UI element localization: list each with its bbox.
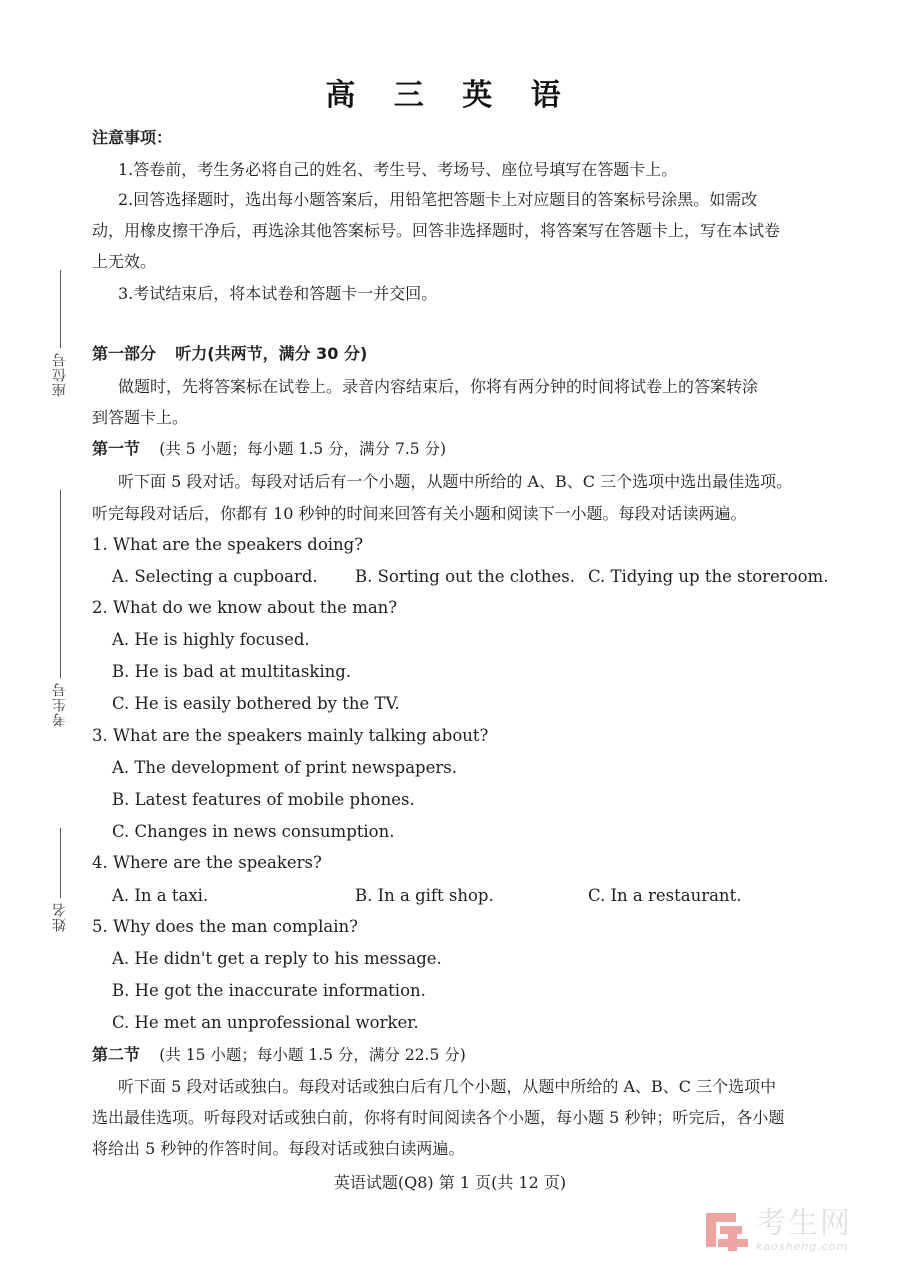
question-4-option-b: B. In a gift shop. (355, 886, 494, 905)
seat-number-label: 座位号 (52, 352, 68, 397)
part1-heading-row (92, 343, 367, 365)
watermark-en: kaosheng.com (756, 1239, 849, 1253)
section1-detail: (共 5 小题；每小题 1.5 分，满分 7.5 分) (159, 440, 447, 458)
question-2-option-a: A. He is highly focused. (112, 630, 310, 649)
question-3-option-b: B. Latest features of mobile phones. (112, 790, 415, 809)
question-3-option-c: C. Changes in news consumption. (112, 822, 395, 841)
name-line (60, 828, 61, 898)
section1-intro-line-1: 听下面 5 段对话。每段对话后有一个小题，从题中所给的 A、B、C 三个选项中选出最佳选项。 (118, 472, 793, 491)
question-1-option-c: C. Tidying up the storeroom. (588, 567, 829, 586)
exam-id-label: 考生号 (52, 682, 68, 727)
seat-number-field (50, 270, 70, 397)
part1-heading-detail: 听力(共两节，满分 30 分) (175, 344, 368, 363)
part1-heading: 第一部分 (92, 344, 157, 363)
question-4-option-c: C. In a restaurant. (588, 886, 742, 905)
question-1-stem: 1. What are the speakers doing? (92, 535, 364, 554)
notice-heading: 注意事项： (92, 128, 173, 147)
name-label: 姓名 (52, 902, 68, 932)
question-2-option-c: C. He is easily bothered by the TV. (112, 694, 400, 713)
watermark-logo-icon (704, 1207, 750, 1253)
section1-intro-line-2: 听完每段对话后，你都有 10 秒钟的时间来回答有关小题和阅读下一小题。每段对话读两遍。 (92, 504, 747, 523)
section2-intro-line-3: 将给出 5 秒钟的作答时间。每段对话或独白读两遍。 (92, 1139, 465, 1158)
notice-item-2-line-3: 上无效。 (92, 252, 157, 271)
notice-item-1: 1.答卷前，考生务必将自己的姓名、考生号、考场号、座位号填写在答题卡上。 (118, 160, 678, 179)
question-5-option-c: C. He met an unprofessional worker. (112, 1013, 419, 1032)
question-4-option-a: A. In a taxi. (112, 886, 209, 905)
question-3-stem: 3. What are the speakers mainly talking about? (92, 726, 489, 745)
question-5-option-a: A. He didn't get a reply to his message. (112, 949, 442, 968)
name-field (50, 828, 70, 932)
question-5-stem: 5. Why does the man complain? (92, 917, 358, 936)
notice-item-3: 3.考试结束后，将本试卷和答题卡一并交回。 (118, 284, 438, 303)
notice-item-2-line-1: 2.回答选择题时，选出每小题答案后，用铅笔把答题卡上对应题目的答案标号涂黑。如需改 (118, 190, 758, 209)
section2-detail: (共 15 小题；每小题 1.5 分，满分 22.5 分) (159, 1046, 466, 1064)
part1-intro-line-1: 做题时，先将答案标在试卷上。录音内容结束后，你将有两分钟的时间将试卷上的答案转涂 (118, 377, 759, 396)
question-4-stem: 4. Where are the speakers? (92, 853, 322, 872)
question-2-stem: 2. What do we know about the man? (92, 598, 398, 617)
section2-heading: 第二节 (92, 1045, 141, 1064)
seat-number-line (60, 270, 61, 348)
question-5-option-b: B. He got the inaccurate information. (112, 981, 426, 1000)
watermark-cn: 考生网 (756, 1205, 852, 1241)
question-3-option-a: A. The development of print newspapers. (112, 758, 457, 777)
page-footer: 英语试题(Q8) 第 1 页(共 12 页) (333, 1173, 567, 1192)
part1-intro-line-2: 到答题卡上。 (92, 408, 189, 427)
page-title: 高 三 英 语 (325, 78, 575, 113)
section2-intro-line-2: 选出最佳选项。听每段对话或独白前，你将有时间阅读各个小题，每小题 5 秒钟；听完后，各小题 (92, 1108, 785, 1127)
notice-item-2-line-2: 动，用橡皮擦干净后，再选涂其他答案标号。回答非选择题时，将答案写在答题卡上，写在本试卷 (92, 221, 781, 240)
watermark (704, 1200, 884, 1260)
section1-heading: 第一节 (92, 439, 141, 458)
exam-id-field (50, 490, 70, 727)
exam-id-line (60, 490, 61, 678)
section2-intro-line-1: 听下面 5 段对话或独白。每段对话或独白后有几个小题，从题中所给的 A、B、C 三个选项中 (118, 1077, 777, 1096)
section1-heading-row (92, 438, 446, 460)
section2-heading-row (92, 1044, 466, 1066)
question-1-option-a: A. Selecting a cupboard. (112, 567, 318, 586)
question-1-option-b: B. Sorting out the clothes. (355, 567, 575, 586)
question-2-option-b: B. He is bad at multitasking. (112, 662, 352, 681)
